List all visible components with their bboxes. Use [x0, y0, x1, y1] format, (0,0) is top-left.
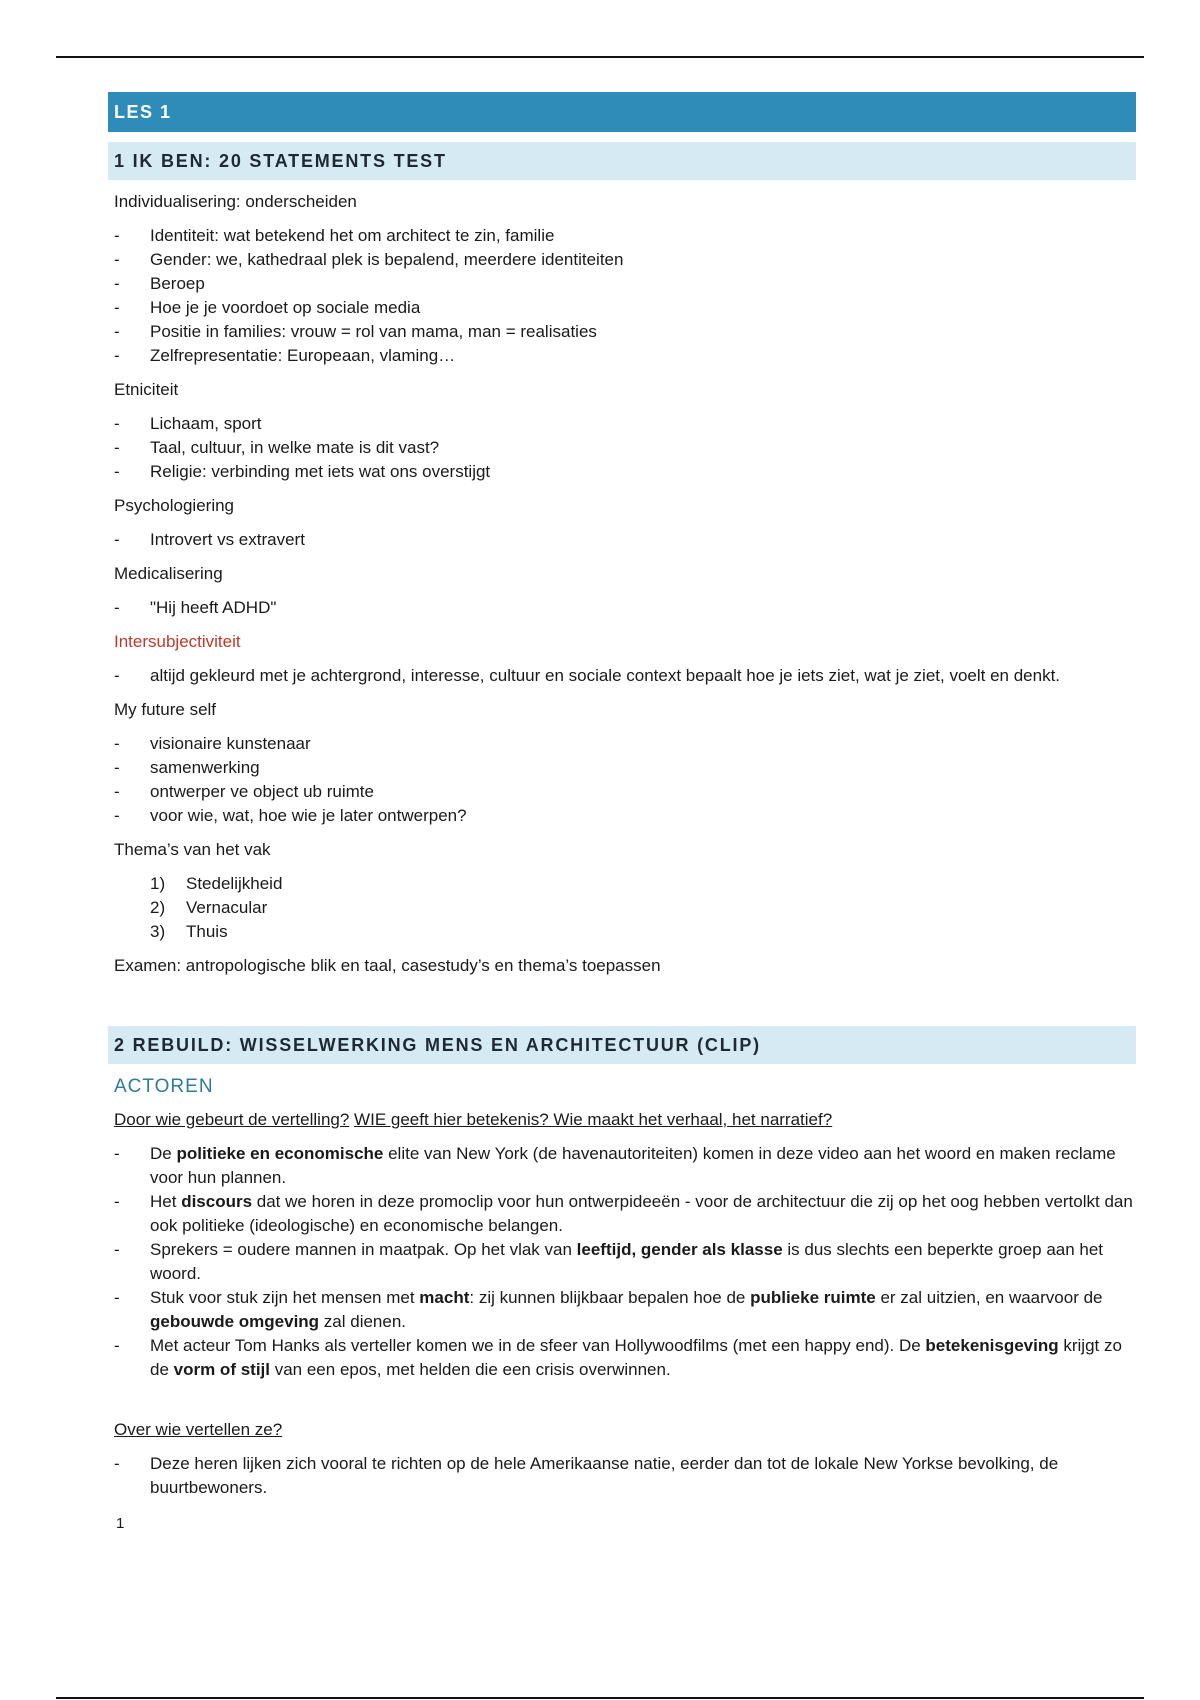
list-item: - Positie in families: vrouw = rol van mama, man = realisaties — [108, 320, 1136, 344]
question-1-part-a: Door wie gebeurt de vertelling? — [114, 1110, 350, 1129]
medicalisering-heading: Medicalisering — [114, 564, 223, 583]
question-1 — [108, 1108, 1136, 1132]
section-1-heading: 1 IK BEN: 20 STATEMENTS TEST — [108, 142, 1136, 180]
future-self-list — [108, 732, 1136, 828]
list-item: - samenwerking — [108, 756, 1136, 780]
actoren-heading: ACTOREN — [114, 1076, 214, 1097]
list-item: - Introvert vs extravert — [108, 528, 1136, 552]
list-item: - Religie: verbinding met iets wat ons overstijgt — [108, 460, 1136, 484]
etniciteit-heading: Etniciteit — [114, 380, 179, 399]
list-item: - Hoe je je voordoet op sociale media — [108, 296, 1136, 320]
list-item: - Stuk voor stuk zijn het mensen met macht: zij kunnen blijkbaar bepalen hoe de publieke ruimte er zal uitzien, en waarvoor de gebouwde omgeving zal dienen. — [108, 1286, 1136, 1334]
themas-list — [108, 872, 1136, 944]
list-item — [108, 896, 1136, 920]
individualisering-list — [108, 224, 1136, 368]
list-item: - "Hij heeft ADHD" — [108, 596, 1136, 620]
list-item: - Identiteit: wat betekend het om architect te zin, familie — [108, 224, 1136, 248]
top-rule — [56, 56, 1144, 58]
question-1-part-b: WIE geeft hier betekenis? Wie maakt het verhaal, het narratief? — [354, 1110, 833, 1129]
item-number: 1) — [150, 874, 166, 893]
future-self-heading: My future self — [114, 700, 217, 719]
intersubjectiviteit-list — [108, 664, 1136, 688]
list-item: - ontwerper ve object ub ruimte — [108, 780, 1136, 804]
themas-heading: Thema’s van het vak — [114, 840, 271, 859]
item-number: 3) — [150, 922, 166, 941]
item-label: Vernacular — [186, 898, 268, 917]
list-item: - Beroep — [108, 272, 1136, 296]
list-item: - Zelfrepresentatie: Europeaan, vlaming… — [108, 344, 1136, 368]
list-item: - Deze heren lijken zich vooral te richten op de hele Amerikaanse natie, eerder dan tot de lokale New Yorkse bevolking, de buurtbewoners. — [108, 1452, 1136, 1500]
list-item: - Sprekers = oudere mannen in maatpak. Op het vlak van leeftijd, gender als klasse is dus slechts een beperkte groep aan het woord. — [108, 1238, 1136, 1286]
list-item: - visionaire kunstenaar — [108, 732, 1136, 756]
document-page — [108, 92, 1136, 1536]
list-item: - Gender: we, kathedraal plek is bepalend, meerdere identiteiten — [108, 248, 1136, 272]
list-item: - Lichaam, sport — [108, 412, 1136, 436]
examen-text: Examen: antropologische blik en taal, casestudy’s en thema’s toepassen — [114, 956, 661, 975]
item-label: Thuis — [186, 922, 228, 941]
list-item — [108, 920, 1136, 944]
les-heading: LES 1 — [108, 92, 1136, 132]
list-item: - Taal, cultuur, in welke mate is dit vast? — [108, 436, 1136, 460]
medicalisering-list — [108, 596, 1136, 620]
individualisering-heading: Individualisering: onderscheiden — [114, 192, 357, 211]
list-item: - Het discours dat we horen in deze promoclip voor hun ontwerpideeën - voor de architectuur die zij op het oog hebben vertolkt dan ook politieke (ideologische) en economische belangen. — [108, 1190, 1136, 1238]
section-2-heading: 2 REBUILD: WISSELWERKING MENS EN ARCHITECTUUR (CLIP) — [108, 1026, 1136, 1064]
list-item: - voor wie, wat, hoe wie je later ontwerpen? — [108, 804, 1136, 828]
list-item: - altijd gekleurd met je achtergrond, interesse, cultuur en sociale context bepaalt hoe je iets ziet, wat je ziet, voelt en denkt. — [108, 664, 1136, 688]
psychologiering-heading: Psychologiering — [114, 496, 235, 515]
psychologiering-list — [108, 528, 1136, 552]
item-label: Stedelijkheid — [186, 874, 283, 893]
list-item: - De politieke en economische elite van New York (de havenautoriteiten) komen in deze video aan het woord en maken reclame voor hun plannen. — [108, 1142, 1136, 1190]
list-item — [108, 872, 1136, 896]
page-number: 1 — [116, 1515, 125, 1532]
question-2: Over wie vertellen ze? — [114, 1420, 283, 1439]
intersubjectiviteit-heading: Intersubjectiviteit — [114, 632, 241, 651]
list-item: - Met acteur Tom Hanks als verteller komen we in de sfeer van Hollywoodfilms (met een happy end). De betekenisgeving krijgt zo de vorm of stijl van een epos, met helden die een crisis overwinnen. — [108, 1334, 1136, 1382]
bottom-rule — [56, 1697, 1144, 1699]
item-number: 2) — [150, 898, 166, 917]
question-2-list — [108, 1452, 1136, 1500]
etniciteit-list — [108, 412, 1136, 484]
actoren-list — [108, 1142, 1136, 1382]
